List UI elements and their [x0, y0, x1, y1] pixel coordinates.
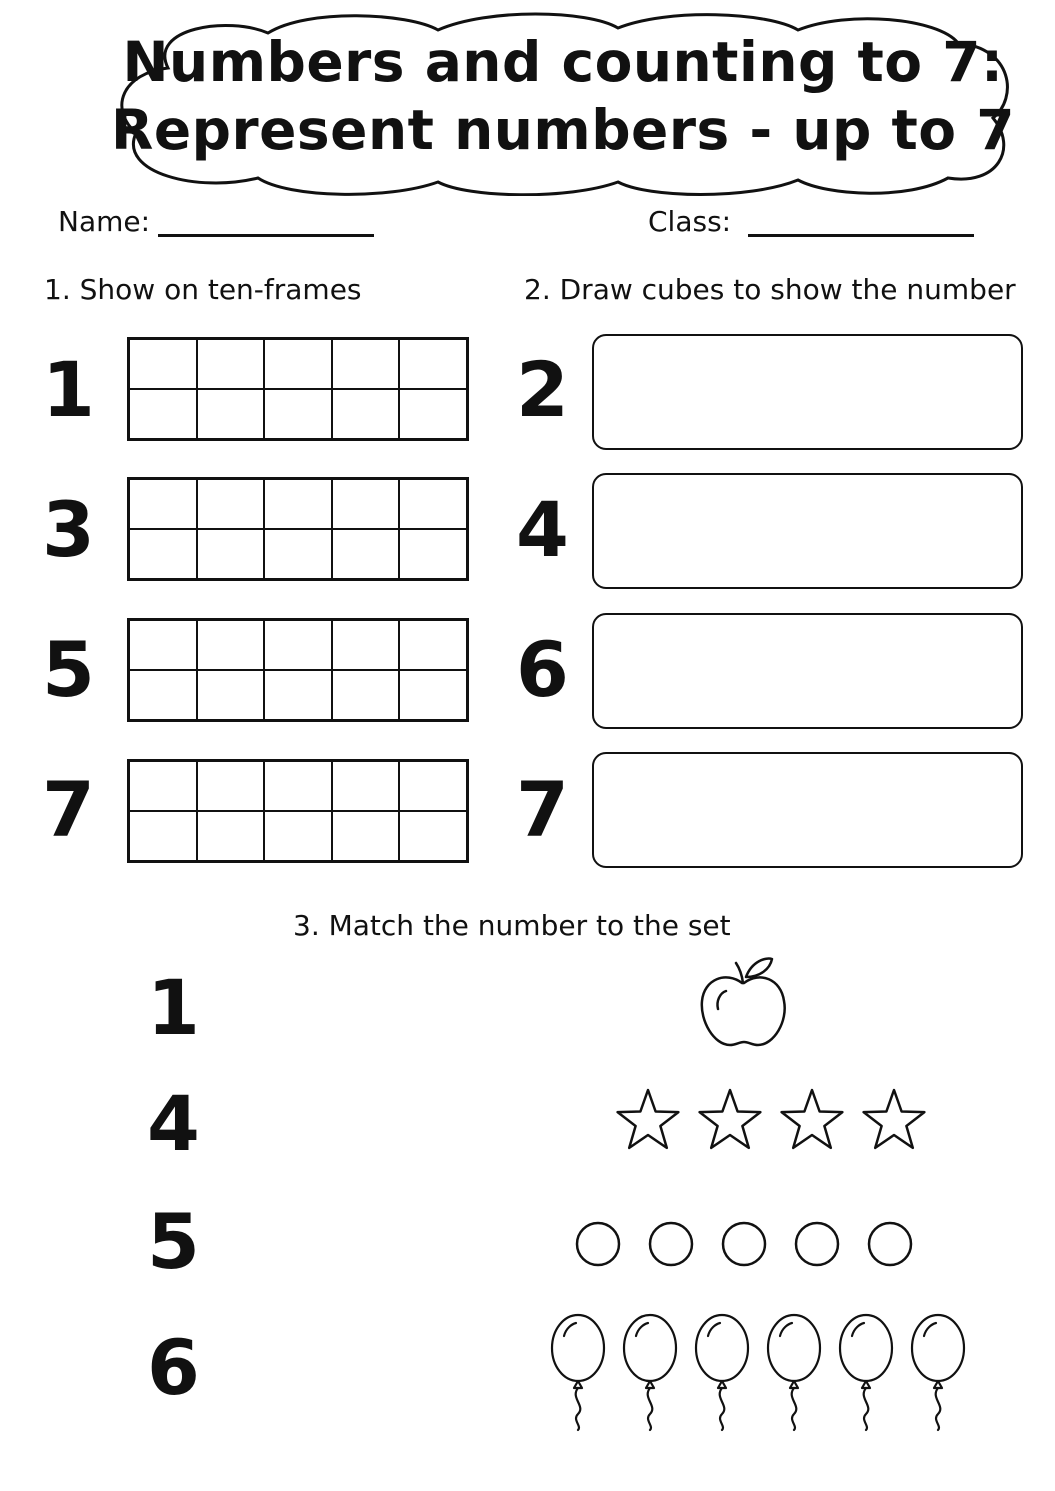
ten-frame-cell[interactable]: [332, 389, 400, 439]
ten-frame-cell[interactable]: [399, 670, 467, 720]
ten-frame-cell[interactable]: [264, 811, 332, 861]
balloon-icon: [624, 1315, 676, 1430]
ten-frame-number: 3: [42, 485, 95, 574]
ten-frame[interactable]: [127, 759, 469, 863]
ten-frame-cell[interactable]: [399, 620, 467, 670]
draw-cubes-box[interactable]: [592, 752, 1023, 868]
star-icon: [618, 1090, 679, 1148]
circle-icon: [723, 1223, 765, 1265]
draw-cubes-number: 6: [516, 625, 569, 714]
circle-set[interactable]: [570, 1214, 920, 1274]
ten-frame[interactable]: [127, 337, 469, 441]
ten-frame-number: 7: [42, 765, 95, 854]
ten-frame[interactable]: [127, 618, 469, 722]
draw-cubes-number: 4: [516, 485, 569, 574]
ten-frame-cell[interactable]: [197, 389, 265, 439]
ten-frame[interactable]: [127, 477, 469, 581]
draw-cubes-number: 7: [516, 765, 569, 854]
balloon-icon: [912, 1315, 964, 1430]
ten-frame-cell[interactable]: [332, 761, 400, 811]
ten-frame-cell[interactable]: [399, 811, 467, 861]
balloon-icon: [840, 1315, 892, 1430]
balloon-set[interactable]: [546, 1310, 970, 1434]
name-field[interactable]: [158, 234, 374, 237]
class-field[interactable]: [748, 234, 974, 237]
ten-frame-cell[interactable]: [332, 620, 400, 670]
ten-frame-cell[interactable]: [399, 389, 467, 439]
star-icon: [700, 1090, 761, 1148]
ten-frame-number: 1: [42, 345, 95, 434]
ten-frame-cell[interactable]: [129, 339, 197, 389]
match-number[interactable]: 5: [147, 1197, 200, 1286]
ten-frame-cell[interactable]: [264, 529, 332, 579]
ten-frame-cell[interactable]: [264, 339, 332, 389]
ten-frame-cell[interactable]: [332, 339, 400, 389]
ten-frame-cell[interactable]: [197, 529, 265, 579]
ten-frame-cell[interactable]: [197, 479, 265, 529]
circle-icon: [650, 1223, 692, 1265]
section-1-heading: 1. Show on ten-frames: [44, 273, 362, 306]
match-number[interactable]: 6: [147, 1323, 200, 1412]
ten-frame-cell[interactable]: [197, 339, 265, 389]
circle-icon: [796, 1223, 838, 1265]
section-2-heading: 2. Draw cubes to show the number: [524, 273, 1016, 306]
star-icon: [864, 1090, 925, 1148]
match-number[interactable]: 1: [147, 963, 200, 1052]
ten-frame-cell[interactable]: [129, 529, 197, 579]
ten-frame-cell[interactable]: [129, 479, 197, 529]
apple-set[interactable]: [696, 955, 792, 1051]
balloon-icon: [768, 1315, 820, 1430]
ten-frame-cell[interactable]: [197, 811, 265, 861]
star-icon: [782, 1090, 843, 1148]
ten-frame-cell[interactable]: [264, 389, 332, 439]
ten-frame-cell[interactable]: [264, 670, 332, 720]
section-3-heading: 3. Match the number to the set: [293, 909, 731, 942]
balloon-icon: [552, 1315, 604, 1430]
ten-frame-cell[interactable]: [129, 389, 197, 439]
page-title-line-1: Numbers and counting to 7:: [122, 30, 1004, 94]
draw-cubes-box[interactable]: [592, 613, 1023, 729]
ten-frame-number: 5: [42, 625, 95, 714]
ten-frame-cell[interactable]: [399, 339, 467, 389]
draw-cubes-number: 2: [516, 345, 569, 434]
name-label: Name:: [58, 205, 151, 238]
draw-cubes-box[interactable]: [592, 473, 1023, 589]
ten-frame-cell[interactable]: [399, 761, 467, 811]
ten-frame-cell[interactable]: [197, 620, 265, 670]
ten-frame-cell[interactable]: [129, 761, 197, 811]
ten-frame-cell[interactable]: [129, 670, 197, 720]
ten-frame-cell[interactable]: [332, 479, 400, 529]
draw-cubes-box[interactable]: [592, 334, 1023, 450]
ten-frame-cell[interactable]: [332, 811, 400, 861]
ten-frame-cell[interactable]: [264, 479, 332, 529]
ten-frame-cell[interactable]: [332, 670, 400, 720]
circle-icon: [577, 1223, 619, 1265]
apple-icon: [702, 959, 785, 1045]
ten-frame-cell[interactable]: [264, 761, 332, 811]
balloon-icon: [696, 1315, 748, 1430]
ten-frame-cell[interactable]: [197, 761, 265, 811]
ten-frame-cell[interactable]: [399, 529, 467, 579]
ten-frame-cell[interactable]: [197, 670, 265, 720]
circle-icon: [869, 1223, 911, 1265]
page-title-line-2: Represent numbers - up to 7: [110, 98, 1016, 162]
star-set[interactable]: [612, 1086, 936, 1154]
ten-frame-cell[interactable]: [264, 620, 332, 670]
ten-frame-cell[interactable]: [129, 620, 197, 670]
ten-frame-cell[interactable]: [129, 811, 197, 861]
ten-frame-cell[interactable]: [399, 479, 467, 529]
ten-frame-cell[interactable]: [332, 529, 400, 579]
match-number[interactable]: 4: [147, 1079, 200, 1168]
class-label: Class:: [648, 205, 732, 238]
